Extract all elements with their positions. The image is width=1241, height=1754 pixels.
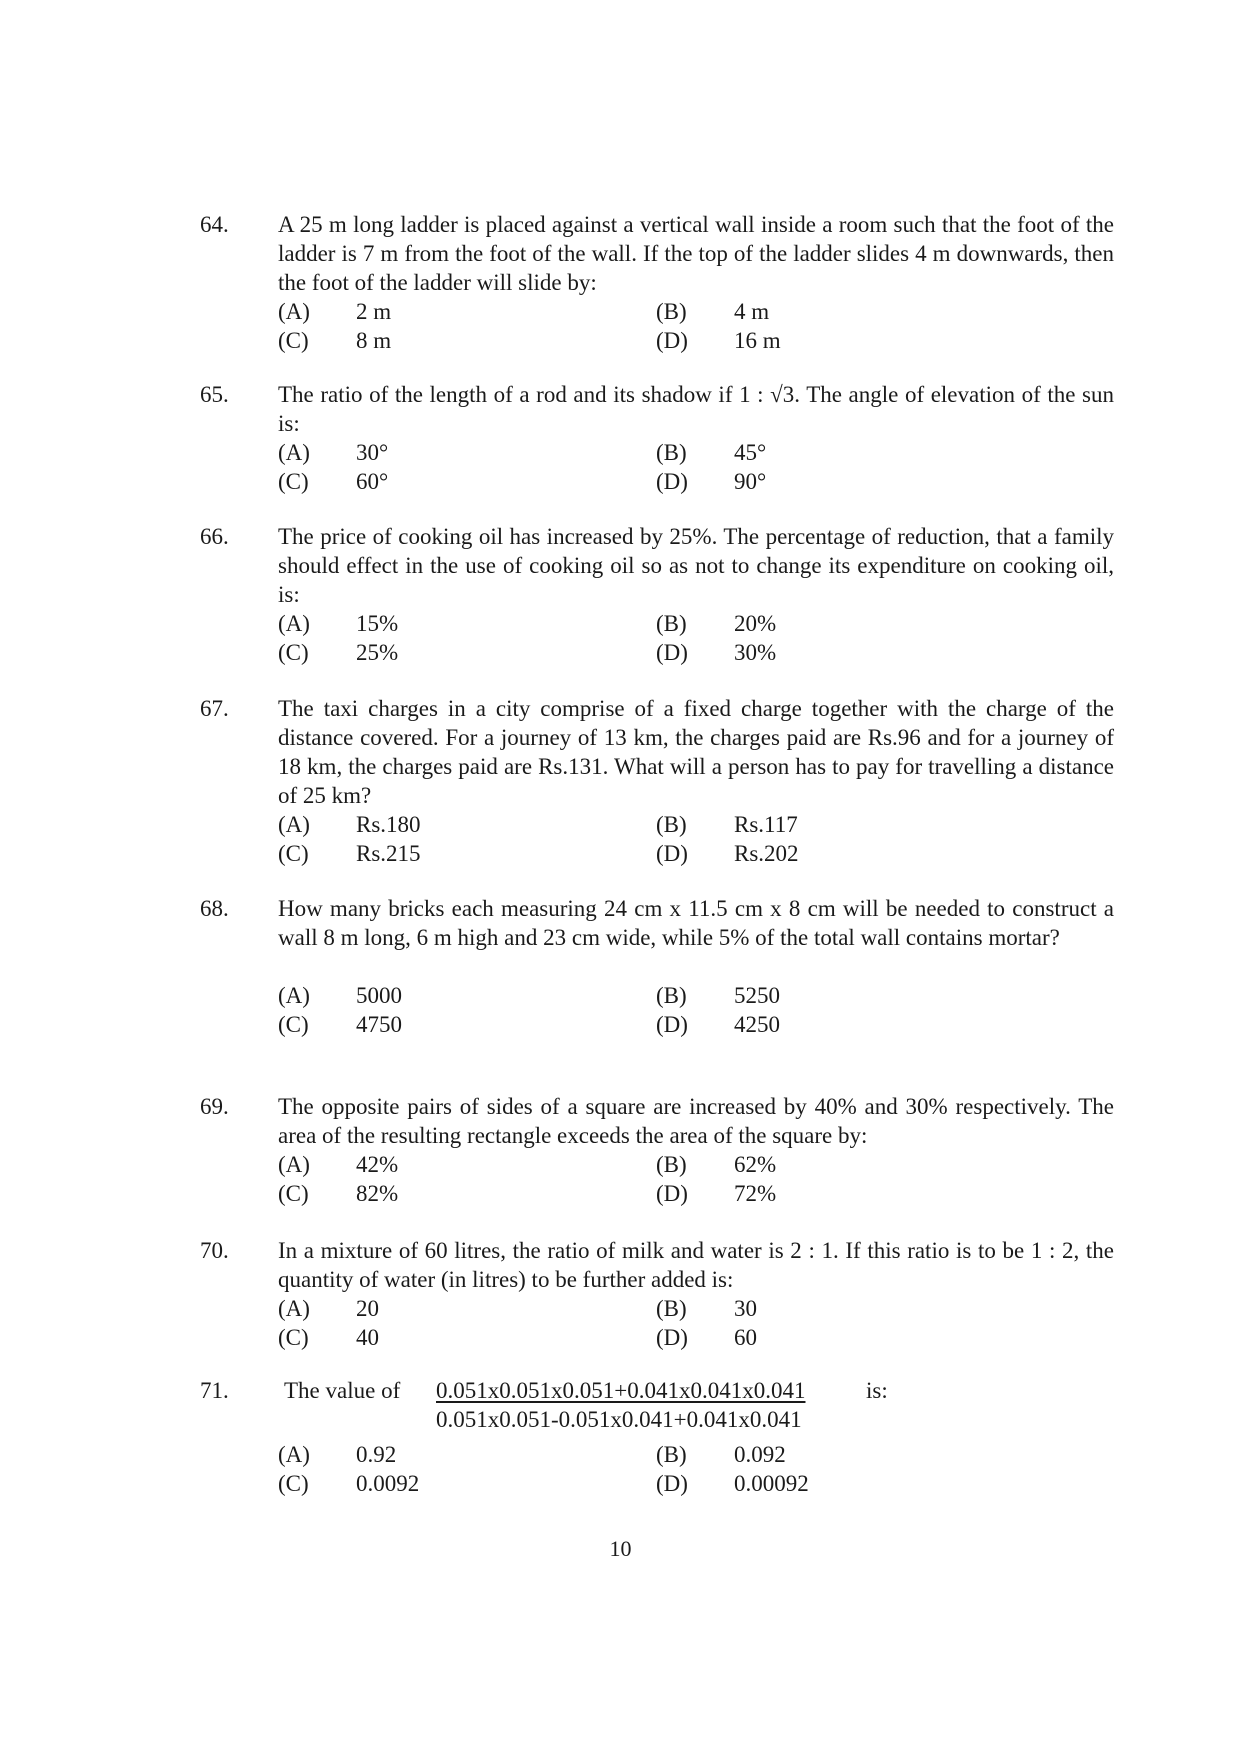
option-d: (D) 0.00092 (656, 1471, 809, 1496)
question-number: 70. (200, 1238, 229, 1263)
option-b: (B) 4 m (656, 299, 770, 324)
option-a: (A) 20 (278, 1296, 379, 1321)
option-d: (D) 4250 (656, 1012, 780, 1037)
option-c: (C) 4750 (278, 1012, 402, 1037)
option-b: (B) 45° (656, 440, 767, 465)
option-d: (D) 30% (656, 640, 777, 665)
option-b: (B) Rs.117 (656, 812, 798, 837)
question-text: The taxi charges in a city comprise of a fixed charge together with the charge of the distance covered. For a journey of 13 km, the charges paid are Rs.96 and for a journey of 18 km, the charges paid are Rs.131. What will a person has to pay for travelling a distance of 25 km? (278, 696, 1114, 808)
option-c: (C) 8 m (278, 328, 392, 353)
option-b: (B) 62% (656, 1152, 777, 1177)
question-text: A 25 m long ladder is placed against a vertical wall inside a room such that the foot of the ladder is 7 m from the foot of the wall. If the top of the ladder slides 4 m downwards, then the foot of the ladder will slide by: (278, 212, 1114, 295)
option-c: (C) 82% (278, 1181, 399, 1206)
question-text: The price of cooking oil has increased by 25%. The percentage of reduction, that a family should effect in the use of cooking oil so as not to change its expenditure on cooking oil, is: (278, 524, 1114, 607)
option-a: (A) 0.92 (278, 1442, 397, 1467)
option-a: (A) Rs.180 (278, 812, 421, 837)
question-number: 66. (200, 524, 229, 549)
question-text: In a mixture of 60 litres, the ratio of milk and water is 2 : 1. If this ratio is to be 1 : 2, the quantity of water (in litres) to be further added is: (278, 1238, 1114, 1292)
option-c: (C) 25% (278, 640, 399, 665)
option-d: (D) 60 (656, 1325, 757, 1350)
question-text: The ratio of the length of a rod and its shadow if 1 : √3. The angle of elevation of the sun is: (278, 382, 1114, 436)
question-number: 64. (200, 212, 229, 237)
question-text: The value of (284, 1378, 401, 1403)
option-d: (D) 16 m (656, 328, 781, 353)
page-number: 10 (609, 1536, 632, 1561)
question-number: 69. (200, 1094, 229, 1119)
option-c: (C) 60° (278, 469, 389, 494)
option-b: (B) 30 (656, 1296, 757, 1321)
question-text-end: is: (866, 1378, 888, 1403)
option-b: (B) 0.092 (656, 1442, 786, 1467)
question-number: 67. (200, 696, 229, 721)
option-c: (C) 40 (278, 1325, 379, 1350)
option-a: (A) 5000 (278, 983, 402, 1008)
option-a: (A) 42% (278, 1152, 399, 1177)
option-c: (C) Rs.215 (278, 841, 421, 866)
option-a: (A) 2 m (278, 299, 392, 324)
question-number: 71. (200, 1378, 229, 1403)
option-b: (B) 5250 (656, 983, 780, 1008)
option-a: (A) 30° (278, 440, 389, 465)
option-a: (A) 15% (278, 611, 399, 636)
option-c: (C) 0.0092 (278, 1471, 420, 1496)
question-text: The opposite pairs of sides of a square are increased by 40% and 30% respectively. The area of the resulting rectangle exceeds the area of the square by: (278, 1094, 1114, 1148)
fraction-denominator: 0.051x0.051-0.051x0.041+0.041x0.041 (436, 1407, 802, 1432)
option-d: (D) Rs.202 (656, 841, 799, 866)
fraction-numerator: 0.051x0.051x0.051+0.041x0.041x0.041 (436, 1378, 806, 1403)
option-d: (D) 90° (656, 469, 767, 494)
option-b: (B) 20% (656, 611, 777, 636)
question-number: 65. (200, 382, 229, 407)
option-d: (D) 72% (656, 1181, 777, 1206)
question-number: 68. (200, 896, 229, 921)
question-text: How many bricks each measuring 24 cm x 11.5 cm x 8 cm will be needed to construct a wall 8 m long, 6 m high and 23 cm wide, while 5% of the total wall contains mortar? (278, 896, 1114, 950)
